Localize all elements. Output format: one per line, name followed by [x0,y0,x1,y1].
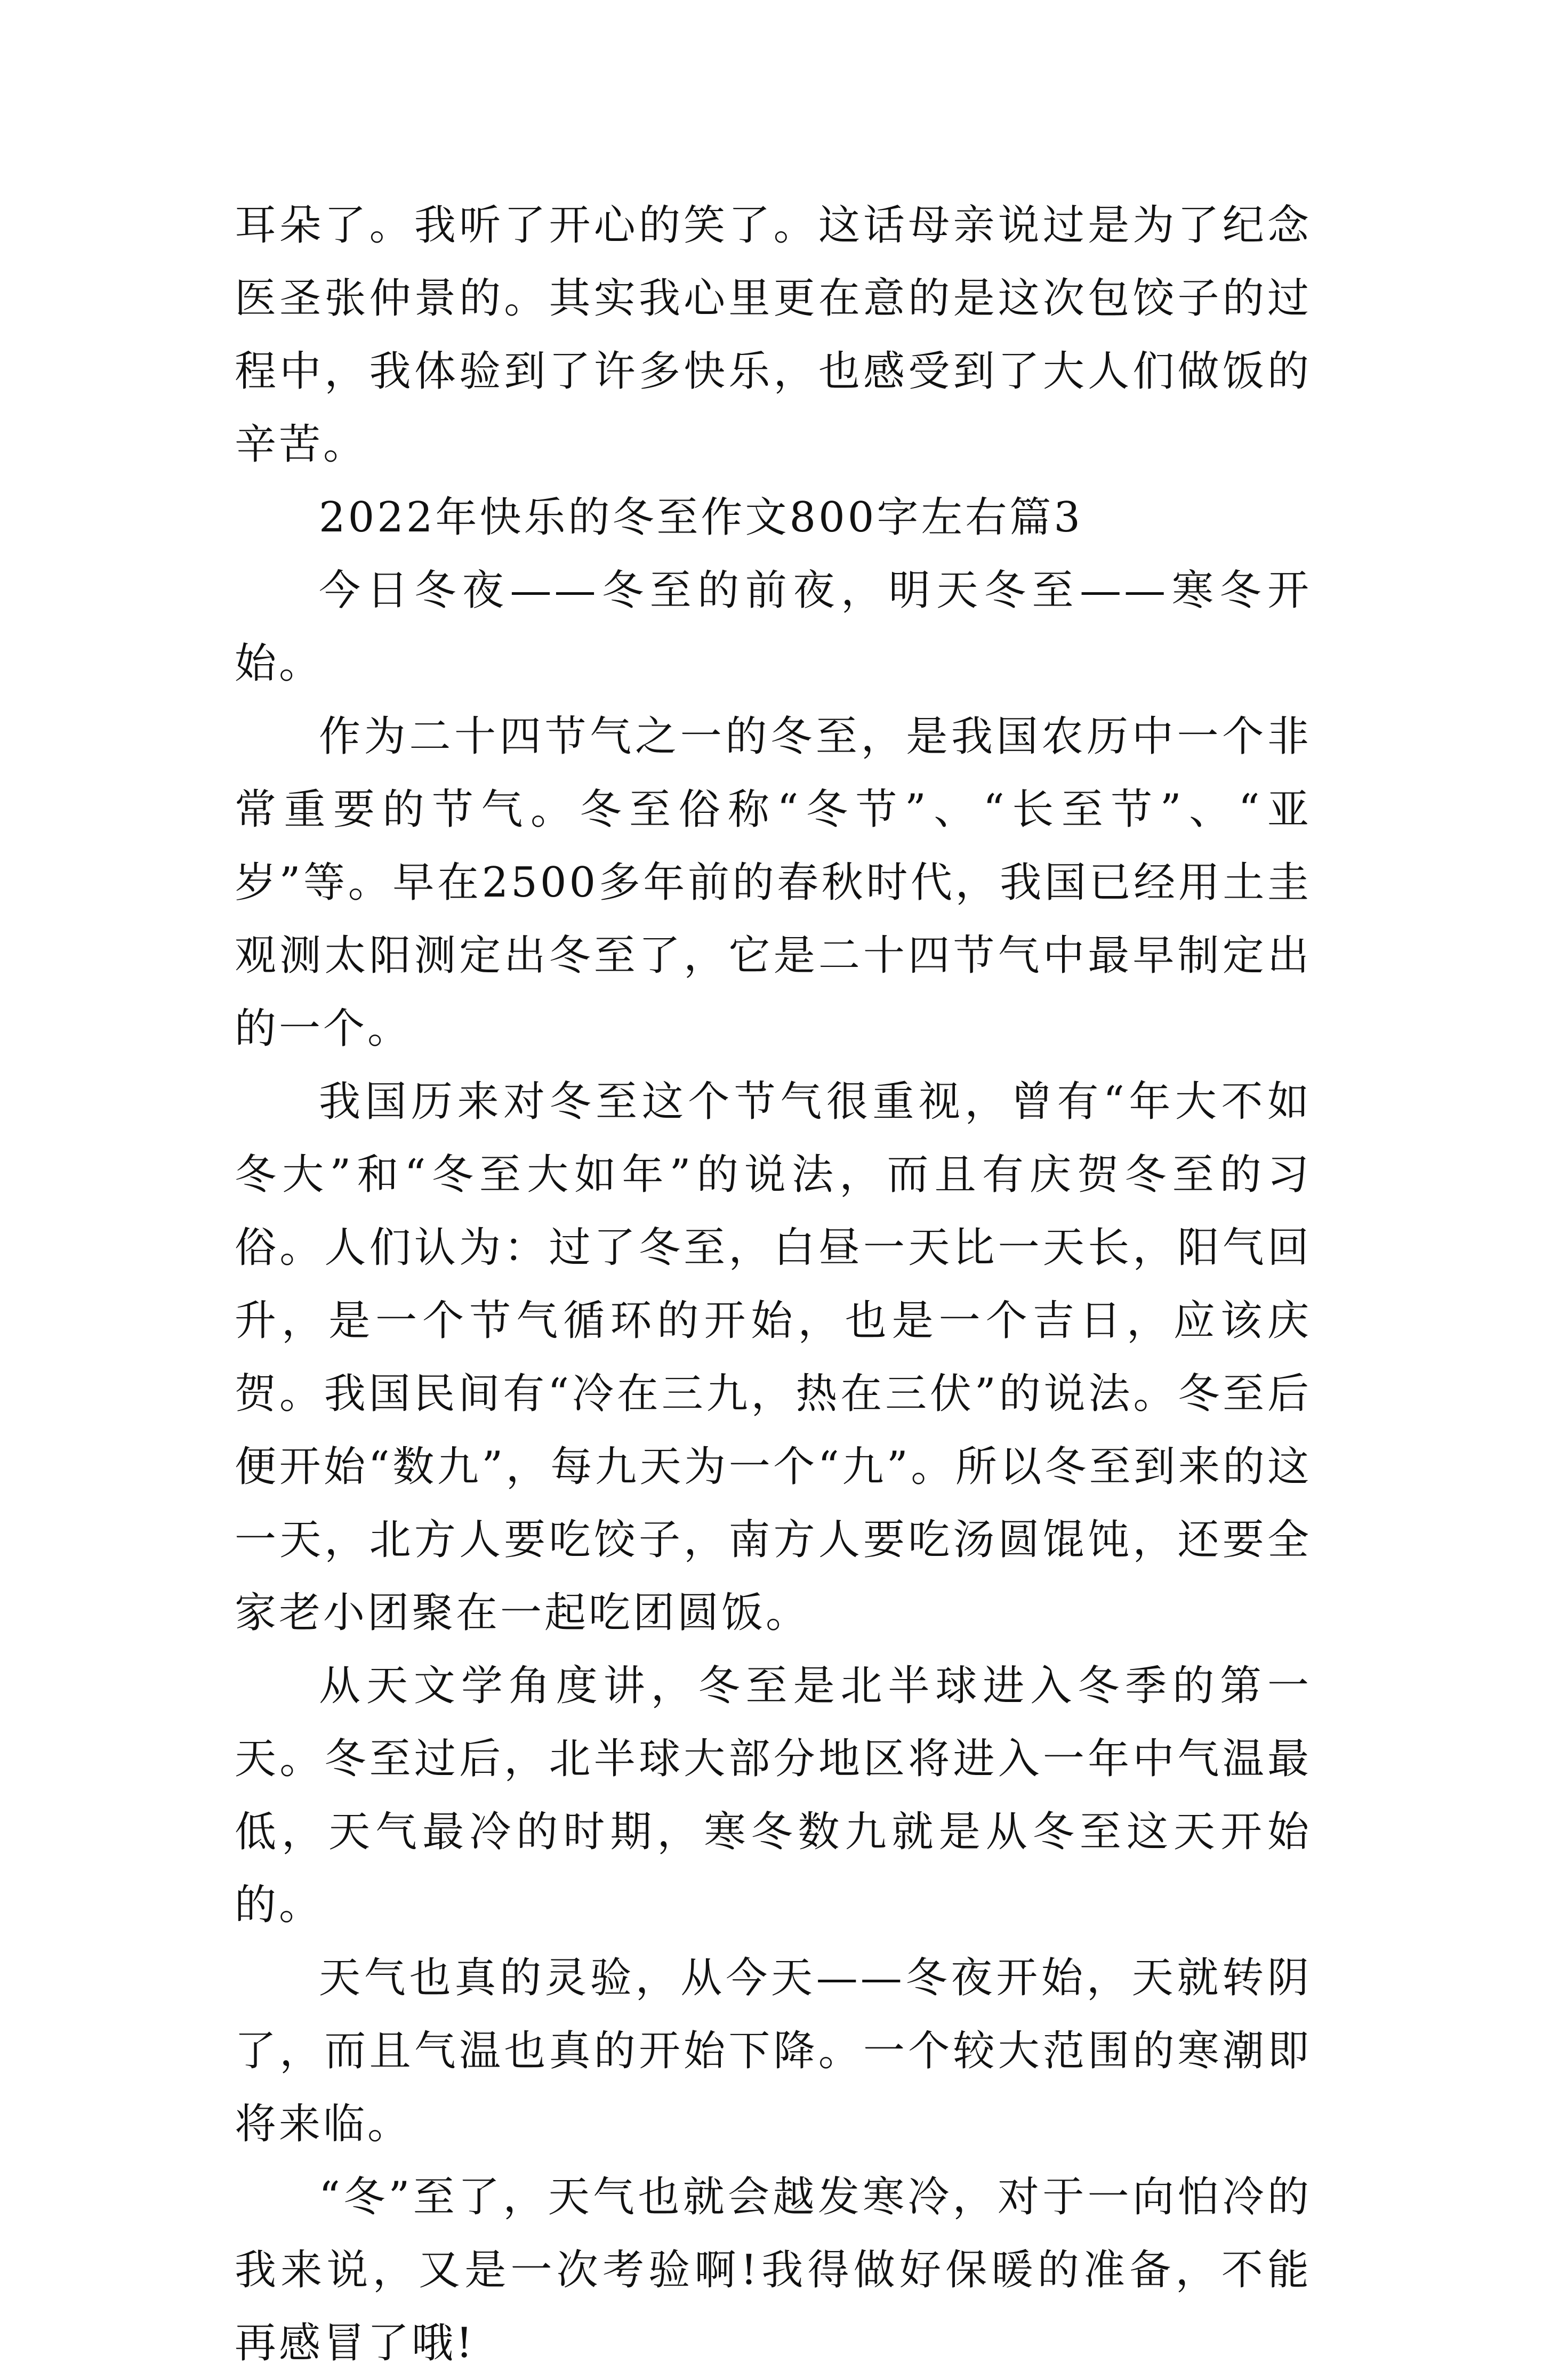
paragraph: 从天文学角度讲，冬至是北半球进入冬季的第一天。冬至过后，北半球大部分地区将进入一年中气温最低，天气最冷的时期，寒冬数九就是从冬至这天开始的。 [235,1662,1312,1929]
document-body [235,189,1312,2380]
paragraph: 作为二十四节气之一的冬至，是我国农历中一个非常重要的节气。冬至俗称“冬节”、“长至节”、“亚岁”等。早在2500多年前的春秋时代，我国已经用土圭观测太阳测定出冬至了，它是二十四节气中最早制定出的一个。 [235,713,1312,1053]
paragraph: 耳朵了。我听了开心的笑了。这话母亲说过是为了纪念医圣张仲景的。其实我心里更在意的是这次包饺子的过程中，我体验到了许多快乐，也感受到了大人们做饭的辛苦。 [235,201,1312,469]
paragraph: 天气也真的灵验，从今天——冬夜开始，天就转阴了，而且气温也真的开始下降。一个较大范围的寒潮即将来临。 [235,1954,1312,2148]
paragraph: 今日冬夜——冬至的前夜，明天冬至——寒冬开始。 [235,567,1312,688]
paragraph: “冬”至了，天气也就会越发寒冷，对于一向怕冷的我来说，又是一次考验啊!我得做好保暖的准备，不能再感冒了哦! [235,2173,1312,2367]
paragraph: 我国历来对冬至这个节气很重视，曾有“年大不如冬大”和“冬至大如年”的说法，而且有庆贺冬至的习俗。人们认为：过了冬至，白昼一天比一天长，阳气回升，是一个节气循环的开始，也是一个吉日，应该庆贺。我国民间有“冷在三九，热在三伏”的说法。冬至后便开始“数九”，每九天为一个“九”。所以冬至到来的这一天，北方人要吃饺子，南方人要吃汤圆馄饨，还要全家老小团聚在一起吃团圆饭。 [235,1078,1312,1637]
section-heading: 2022年快乐的冬至作文800字左右篇3 [319,494,1083,542]
